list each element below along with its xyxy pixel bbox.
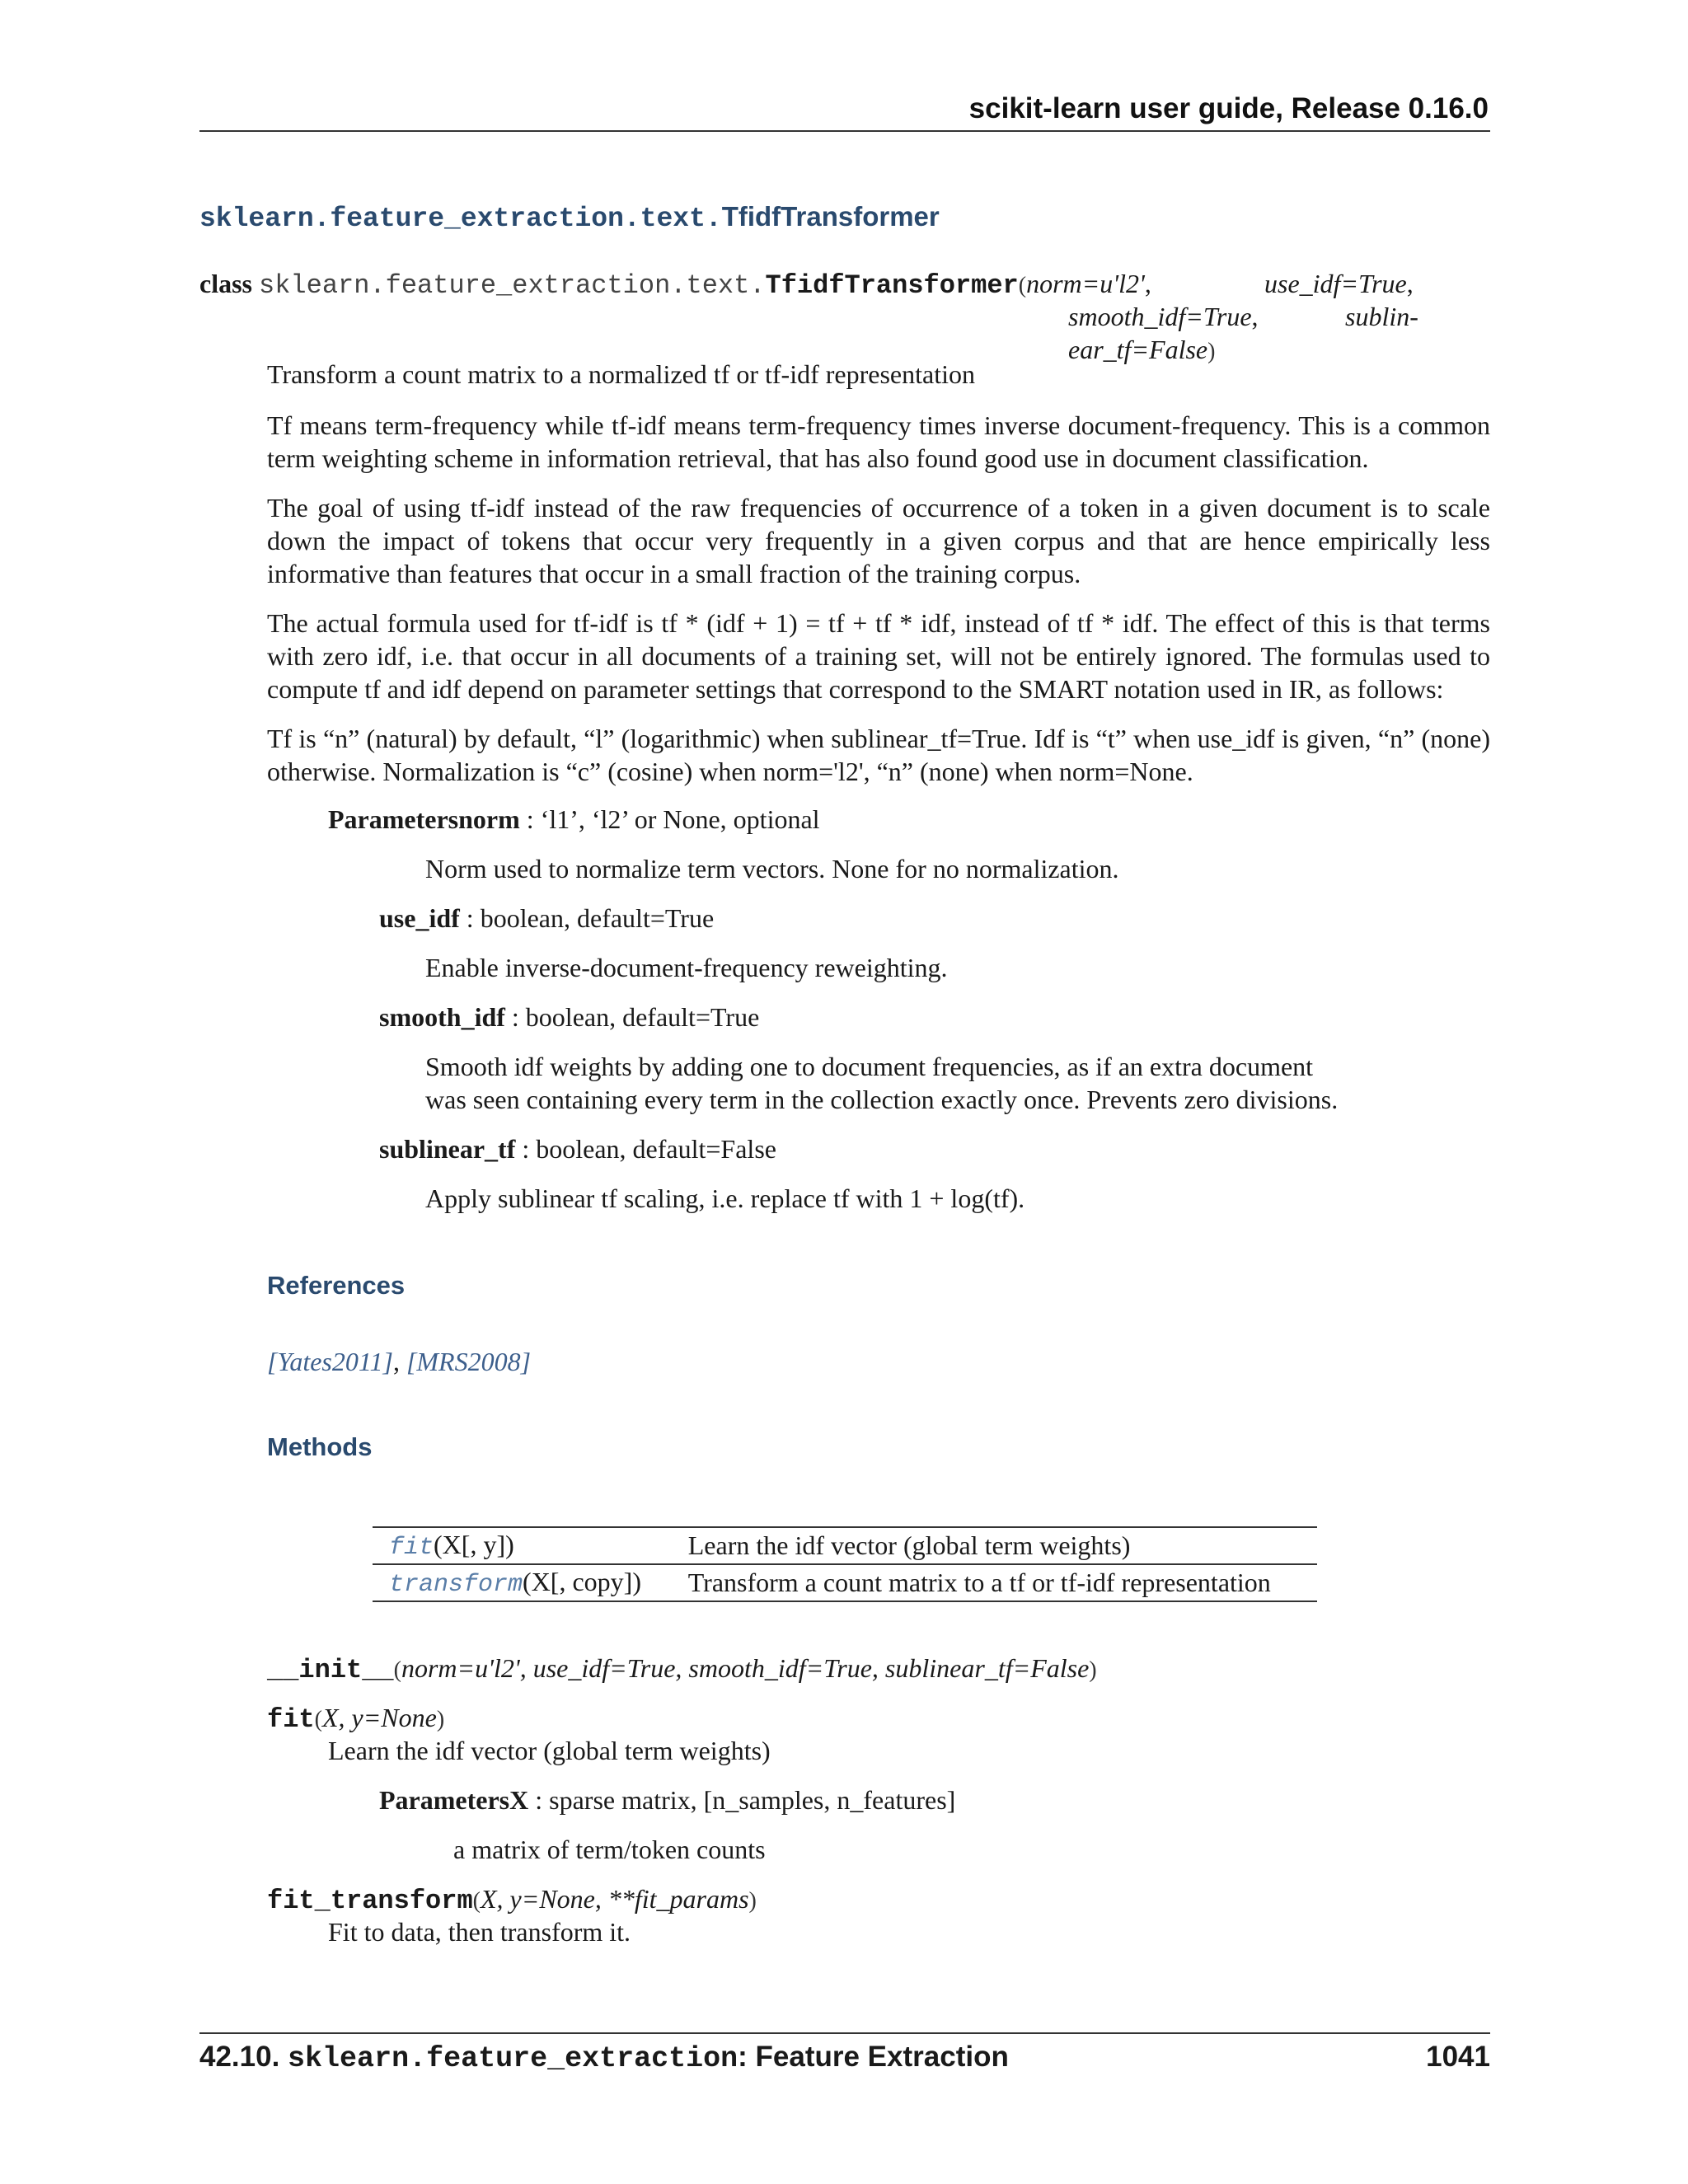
signature-arg-sublinear-part1 xyxy=(1345,302,1418,332)
param-name: smooth_idf xyxy=(379,1002,505,1032)
method-description: Learn the idf vector (global term weights) xyxy=(687,1530,1131,1560)
param-sublinear-tf xyxy=(379,1134,776,1165)
fit-transform-method-name: fit_transform xyxy=(267,1886,473,1916)
fit-transform-signature xyxy=(267,1884,757,1916)
table-row xyxy=(373,1527,1317,1564)
init-close-paren: ) xyxy=(1089,1657,1097,1683)
fit-transform-open-paren: ( xyxy=(472,1888,481,1914)
fit-description: Learn the idf vector (global term weights) xyxy=(328,1736,771,1765)
signature-arg-use-idf: use_idf=True xyxy=(1264,269,1407,298)
signature-comma: , xyxy=(1144,269,1151,298)
header-rule xyxy=(199,130,1490,132)
description-paragraph-1: Tf means term-frequency while tf-idf means term-frequency times inverse document-frequency. This is a common term weighting scheme in information retrieval, that has also found good use in document classification. xyxy=(267,410,1490,473)
signature-arg-smooth-idf: smooth_idf=True xyxy=(1068,302,1252,331)
param-description: was seen containing every term in the collection exactly once. Prevents zero divisions. xyxy=(425,1085,1339,1114)
fit-param-x xyxy=(379,1785,955,1816)
signature-module-prefix: sklearn.feature_extraction.text. xyxy=(259,270,766,301)
param-type: : boolean, default=True xyxy=(459,903,715,933)
footer-module: sklearn.feature_extraction xyxy=(288,2042,738,2075)
signature-arg-sublinear-part2 xyxy=(1068,335,1215,365)
param-use-idf xyxy=(379,903,714,934)
init-args: norm=u'l2', use_idf=True, smooth_idf=True, sublinear_tf=False xyxy=(401,1653,1090,1683)
parameters-label: Parameters xyxy=(328,804,459,834)
reference-separator: , xyxy=(392,1347,406,1376)
class-summary: Transform a count matrix to a normalized tf or tf-idf representation xyxy=(267,359,975,389)
method-link-transform[interactable]: transform xyxy=(389,1571,523,1599)
method-description: Transform a count matrix to a tf or tf-idf representation xyxy=(687,1568,1271,1597)
signature-comma: , xyxy=(1251,302,1259,331)
signature-class-name: TfidfTransformer xyxy=(765,270,1019,301)
fit-transform-args: X, y=None, **fit_params xyxy=(480,1884,749,1914)
description-paragraph-2: The goal of using tf-idf instead of the raw frequencies of occurrence of a token in a given document is to scale down the impact of tokens that occur very frequently in a given corpus and that are hence empirically less informative than features that occur in a small fraction of the training corpus. xyxy=(267,493,1490,588)
param-name: X xyxy=(509,1785,529,1815)
param-norm xyxy=(328,804,820,835)
method-cell xyxy=(373,1564,672,1601)
page-number: 1041 xyxy=(1426,2041,1490,2073)
method-args: (X[, y]) xyxy=(434,1530,514,1559)
fit-param-description: a matrix of term/token counts xyxy=(453,1835,766,1864)
param-type: : boolean, default=False xyxy=(515,1134,776,1164)
fit-transform-close-paren: ) xyxy=(748,1888,757,1914)
param-type: : sparse matrix, [n_samples, n_features] xyxy=(528,1785,956,1815)
fit-close-paren: ) xyxy=(436,1707,445,1732)
methods-table xyxy=(373,1526,1317,1602)
reference-link-yates2011[interactable]: [Yates2011] xyxy=(267,1347,393,1376)
param-type: : ‘l1’, ‘l2’ or None, optional xyxy=(519,804,820,834)
init-method-name: __init__ xyxy=(267,1655,394,1685)
fit-args: X, y=None xyxy=(321,1703,437,1732)
signature-open-paren: ( xyxy=(1018,273,1027,298)
class-signature xyxy=(199,269,1151,301)
method-args: (X[, copy]) xyxy=(523,1567,641,1596)
section-class-name: TfidfTransformer xyxy=(721,201,940,232)
param-type: : boolean, default=True xyxy=(504,1002,760,1032)
init-signature xyxy=(267,1653,1097,1685)
footer-title: : Feature Extraction xyxy=(738,2041,1009,2073)
param-description: Enable inverse-document-frequency reweighting. xyxy=(425,953,948,982)
signature-arg-sublinear-text2: ear_tf=False xyxy=(1068,335,1208,364)
running-header: scikit-learn user guide, Release 0.16.0 xyxy=(968,92,1489,124)
signature-arg-smooth-idf-line xyxy=(1068,302,1259,332)
signature-arg-norm: norm=u'l2' xyxy=(1026,269,1145,298)
param-description: Smooth idf weights by adding one to document frequencies, as if an extra document xyxy=(425,1052,1314,1081)
param-smooth-idf xyxy=(379,1002,759,1033)
fit-signature xyxy=(267,1703,444,1735)
references-list xyxy=(267,1347,531,1377)
method-link-fit[interactable]: fit xyxy=(389,1534,434,1562)
param-name: use_idf xyxy=(379,903,460,933)
page-footer xyxy=(199,2041,1490,2075)
fit-open-paren: ( xyxy=(314,1707,322,1732)
footer-section-number: 42.10. xyxy=(199,2041,280,2073)
fit-parameters-label: Parameters xyxy=(379,1785,510,1815)
signature-close-paren: ) xyxy=(1207,339,1216,364)
param-description: Norm used to normalize term vectors. None for no normalization. xyxy=(425,854,1119,883)
reference-link-mrs2008[interactable]: [MRS2008] xyxy=(406,1347,532,1376)
param-name: sublinear_tf xyxy=(379,1134,516,1164)
param-name: norm xyxy=(458,804,520,834)
table-row xyxy=(373,1564,1317,1601)
signature-comma: , xyxy=(1406,269,1414,298)
section-heading xyxy=(199,201,940,234)
param-description: Apply sublinear tf scaling, i.e. replace tf with 1 + log(tf). xyxy=(425,1183,1025,1213)
description-paragraph-3: The actual formula used for tf-idf is tf * (idf + 1) = tf + tf * idf, instead of tf * idf. The effect of this is that terms with zero idf, i.e. that occur in all documents of a training set, will not be entirely ignored. The formulas used to compute tf and idf depend on parameter settings that correspond to the SMART notation used in IR, as follows: xyxy=(267,608,1490,704)
footer-rule xyxy=(199,2032,1490,2034)
init-open-paren: ( xyxy=(393,1657,401,1683)
methods-heading: Methods xyxy=(267,1432,373,1461)
fit-transform-description: Fit to data, then transform it. xyxy=(328,1917,631,1947)
signature-arg-use-idf-line xyxy=(1264,269,1414,299)
references-heading: References xyxy=(267,1271,406,1300)
class-keyword: class xyxy=(199,269,252,298)
description-paragraph-4: Tf is “n” (natural) by default, “l” (logarithmic) when sublinear_tf=True. Idf is “t” when use_idf is given, “n” (none) otherwise. Normalization is “c” (cosine) when norm='l2', “n” (none) when norm=None. xyxy=(267,724,1490,786)
signature-arg-sublinear-text1: sublin- xyxy=(1345,302,1418,331)
section-module-prefix: sklearn.feature_extraction.text. xyxy=(199,204,722,234)
method-cell xyxy=(373,1527,672,1564)
fit-method-name: fit xyxy=(267,1704,315,1735)
